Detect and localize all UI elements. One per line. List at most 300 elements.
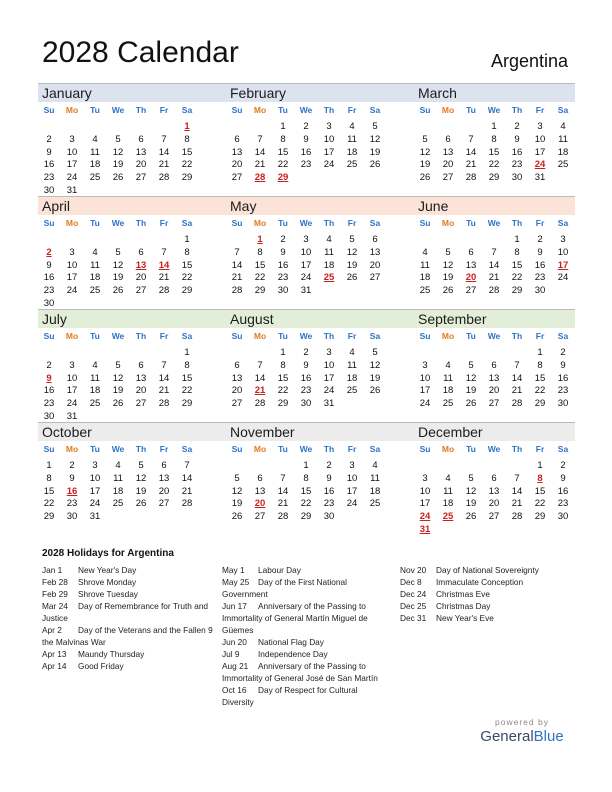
day-cell[interactable]: 16	[43, 159, 55, 171]
holiday-day[interactable]: 31	[419, 524, 431, 535]
day-cell[interactable]: 23	[557, 385, 569, 397]
day-cell[interactable]: 12	[231, 485, 243, 497]
day-cell[interactable]: 29	[511, 285, 523, 297]
day-cell[interactable]: 9	[303, 359, 309, 371]
day-cell[interactable]: 6	[491, 472, 497, 484]
day-cell[interactable]: 2	[280, 234, 286, 245]
day-cell[interactable]: 3	[560, 234, 566, 245]
day-cell[interactable]: 26	[442, 285, 454, 297]
day-cell[interactable]: 5	[372, 347, 378, 358]
day-cell[interactable]: 19	[231, 498, 243, 510]
day-cell[interactable]: 7	[514, 359, 520, 371]
day-cell[interactable]: 27	[442, 172, 454, 184]
day-cell[interactable]: 17	[66, 272, 78, 284]
day-cell[interactable]: 27	[465, 285, 477, 297]
day-cell[interactable]: 31	[66, 185, 78, 196]
day-cell[interactable]: 26	[369, 385, 381, 397]
day-cell[interactable]: 20	[231, 159, 243, 171]
day-cell[interactable]: 21	[511, 498, 523, 510]
day-cell[interactable]: 9	[560, 359, 566, 371]
day-cell[interactable]: 25	[89, 285, 101, 297]
holiday-day[interactable]: 28	[254, 172, 266, 184]
day-cell[interactable]: 24	[89, 498, 101, 510]
day-cell[interactable]: 2	[326, 460, 332, 471]
day-cell[interactable]: 11	[370, 472, 380, 484]
day-cell[interactable]: 18	[442, 498, 454, 510]
day-cell[interactable]: 26	[369, 159, 381, 171]
day-cell[interactable]: 11	[113, 472, 123, 484]
day-cell[interactable]: 5	[422, 133, 428, 145]
day-cell[interactable]: 8	[280, 133, 286, 145]
day-cell[interactable]: 19	[442, 272, 454, 284]
day-cell[interactable]: 12	[135, 472, 147, 484]
day-cell[interactable]: 11	[90, 259, 100, 271]
day-cell[interactable]: 4	[372, 460, 378, 471]
day-cell[interactable]: 26	[419, 172, 431, 184]
day-cell[interactable]: 1	[184, 234, 190, 245]
day-cell[interactable]: 7	[161, 133, 167, 145]
holiday-day[interactable]: 17	[557, 259, 569, 271]
day-cell[interactable]: 27	[135, 285, 147, 297]
day-cell[interactable]: 21	[158, 272, 170, 284]
day-cell[interactable]: 9	[280, 246, 286, 258]
day-cell[interactable]: 15	[277, 146, 289, 158]
day-cell[interactable]: 15	[181, 146, 193, 158]
day-cell[interactable]: 12	[112, 372, 124, 384]
day-cell[interactable]: 4	[349, 347, 355, 358]
day-cell[interactable]: 6	[138, 359, 144, 371]
day-cell[interactable]: 20	[135, 159, 147, 171]
day-cell[interactable]: 16	[557, 372, 569, 384]
day-cell[interactable]: 10	[557, 246, 569, 258]
day-cell[interactable]: 28	[511, 398, 523, 410]
day-cell[interactable]: 19	[369, 146, 381, 158]
day-cell[interactable]: 9	[560, 472, 566, 484]
day-cell[interactable]: 1	[46, 460, 52, 471]
day-cell[interactable]: 8	[303, 472, 309, 484]
day-cell[interactable]: 23	[323, 498, 335, 510]
day-cell[interactable]: 7	[184, 460, 190, 471]
day-cell[interactable]: 27	[231, 398, 243, 410]
day-cell[interactable]: 30	[557, 511, 569, 523]
day-cell[interactable]: 8	[184, 133, 190, 145]
day-cell[interactable]: 13	[158, 472, 170, 484]
day-cell[interactable]: 3	[326, 347, 332, 358]
day-cell[interactable]: 1	[184, 347, 190, 358]
day-cell[interactable]: 2	[560, 347, 566, 358]
day-cell[interactable]: 22	[181, 385, 193, 397]
day-cell[interactable]: 28	[231, 285, 243, 297]
day-cell[interactable]: 10	[346, 472, 358, 484]
day-cell[interactable]: 26	[231, 511, 243, 523]
day-cell[interactable]: 23	[300, 159, 312, 171]
day-cell[interactable]: 19	[465, 385, 477, 397]
day-cell[interactable]: 7	[161, 359, 167, 371]
day-cell[interactable]: 3	[422, 359, 428, 371]
day-cell[interactable]: 26	[465, 398, 477, 410]
day-cell[interactable]: 8	[280, 359, 286, 371]
day-cell[interactable]: 15	[534, 485, 546, 497]
day-cell[interactable]: 4	[92, 246, 98, 258]
day-cell[interactable]: 28	[158, 398, 170, 410]
day-cell[interactable]: 8	[184, 359, 190, 371]
day-cell[interactable]: 10	[66, 259, 78, 271]
day-cell[interactable]: 17	[300, 259, 312, 271]
day-cell[interactable]: 30	[511, 172, 523, 184]
day-cell[interactable]: 17	[323, 372, 335, 384]
day-cell[interactable]: 27	[369, 272, 381, 284]
day-cell[interactable]: 4	[560, 121, 566, 132]
day-cell[interactable]: 12	[465, 372, 477, 384]
day-cell[interactable]: 23	[43, 172, 55, 184]
day-cell[interactable]: 1	[537, 460, 543, 471]
day-cell[interactable]: 17	[89, 485, 101, 497]
day-cell[interactable]: 10	[323, 133, 335, 145]
day-cell[interactable]: 14	[465, 146, 477, 158]
holiday-day[interactable]: 13	[135, 259, 147, 271]
day-cell[interactable]: 21	[277, 498, 289, 510]
day-cell[interactable]: 24	[419, 398, 431, 410]
day-cell[interactable]: 24	[300, 272, 312, 284]
day-cell[interactable]: 17	[66, 159, 78, 171]
day-cell[interactable]: 29	[254, 285, 266, 297]
day-cell[interactable]: 15	[300, 485, 312, 497]
day-cell[interactable]: 2	[69, 460, 75, 471]
day-cell[interactable]: 11	[90, 372, 100, 384]
day-cell[interactable]: 6	[234, 133, 240, 145]
day-cell[interactable]: 2	[46, 133, 52, 145]
day-cell[interactable]: 26	[346, 272, 358, 284]
day-cell[interactable]: 20	[442, 159, 454, 171]
holiday-day[interactable]: 14	[158, 259, 170, 271]
day-cell[interactable]: 21	[254, 159, 266, 171]
day-cell[interactable]: 19	[135, 485, 147, 497]
day-cell[interactable]: 8	[184, 246, 190, 258]
day-cell[interactable]: 28	[158, 172, 170, 184]
day-cell[interactable]: 30	[43, 298, 55, 309]
day-cell[interactable]: 30	[43, 411, 55, 422]
day-cell[interactable]: 7	[257, 133, 263, 145]
day-cell[interactable]: 5	[468, 359, 474, 371]
day-cell[interactable]: 25	[346, 385, 358, 397]
day-cell[interactable]: 18	[346, 146, 358, 158]
day-cell[interactable]: 22	[534, 498, 546, 510]
day-cell[interactable]: 16	[43, 385, 55, 397]
day-cell[interactable]: 21	[488, 272, 500, 284]
day-cell[interactable]: 13	[488, 485, 500, 497]
day-cell[interactable]: 7	[514, 472, 520, 484]
day-cell[interactable]: 29	[181, 285, 193, 297]
day-cell[interactable]: 31	[89, 511, 101, 523]
day-cell[interactable]: 23	[557, 498, 569, 510]
day-cell[interactable]: 3	[326, 121, 332, 132]
day-cell[interactable]: 13	[369, 246, 381, 258]
day-cell[interactable]: 2	[514, 121, 520, 132]
day-cell[interactable]: 19	[112, 385, 124, 397]
day-cell[interactable]: 3	[69, 359, 75, 371]
day-cell[interactable]: 30	[557, 398, 569, 410]
day-cell[interactable]: 12	[369, 133, 381, 145]
day-cell[interactable]: 2	[303, 347, 309, 358]
day-cell[interactable]: 11	[558, 133, 568, 145]
holiday-day[interactable]: 25	[442, 511, 454, 523]
day-cell[interactable]: 24	[323, 159, 335, 171]
day-cell[interactable]: 9	[514, 133, 520, 145]
day-cell[interactable]: 17	[419, 385, 431, 397]
day-cell[interactable]: 3	[69, 133, 75, 145]
day-cell[interactable]: 13	[465, 259, 477, 271]
day-cell[interactable]: 11	[420, 259, 430, 271]
day-cell[interactable]: 4	[326, 234, 332, 245]
day-cell[interactable]: 26	[112, 172, 124, 184]
day-cell[interactable]: 7	[468, 133, 474, 145]
day-cell[interactable]: 1	[280, 347, 286, 358]
holiday-day[interactable]: 8	[537, 472, 543, 484]
day-cell[interactable]: 12	[465, 485, 477, 497]
day-cell[interactable]: 13	[488, 372, 500, 384]
day-cell[interactable]: 9	[537, 246, 543, 258]
day-cell[interactable]: 5	[234, 472, 240, 484]
day-cell[interactable]: 28	[511, 511, 523, 523]
day-cell[interactable]: 1	[280, 121, 286, 132]
day-cell[interactable]: 16	[557, 485, 569, 497]
day-cell[interactable]: 29	[488, 172, 500, 184]
day-cell[interactable]: 4	[92, 133, 98, 145]
day-cell[interactable]: 1	[491, 121, 497, 132]
day-cell[interactable]: 13	[135, 146, 147, 158]
day-cell[interactable]: 14	[254, 372, 266, 384]
day-cell[interactable]: 26	[112, 398, 124, 410]
day-cell[interactable]: 22	[488, 159, 500, 171]
day-cell[interactable]: 17	[534, 146, 546, 158]
day-cell[interactable]: 7	[257, 359, 263, 371]
day-cell[interactable]: 22	[43, 498, 55, 510]
day-cell[interactable]: 6	[161, 460, 167, 471]
day-cell[interactable]: 23	[43, 398, 55, 410]
day-cell[interactable]: 24	[346, 498, 358, 510]
holiday-day[interactable]: 24	[534, 159, 546, 171]
day-cell[interactable]: 28	[158, 285, 170, 297]
day-cell[interactable]: 12	[112, 146, 124, 158]
day-cell[interactable]: 22	[254, 272, 266, 284]
holiday-day[interactable]: 16	[66, 485, 78, 497]
day-cell[interactable]: 18	[369, 485, 381, 497]
day-cell[interactable]: 2	[560, 460, 566, 471]
day-cell[interactable]: 23	[534, 272, 546, 284]
day-cell[interactable]: 13	[254, 485, 266, 497]
day-cell[interactable]: 31	[323, 398, 335, 410]
day-cell[interactable]: 25	[369, 498, 381, 510]
day-cell[interactable]: 5	[138, 460, 144, 471]
day-cell[interactable]: 27	[135, 398, 147, 410]
day-cell[interactable]: 20	[488, 498, 500, 510]
day-cell[interactable]: 2	[537, 234, 543, 245]
day-cell[interactable]: 9	[46, 146, 52, 158]
day-cell[interactable]: 27	[158, 498, 170, 510]
day-cell[interactable]: 14	[488, 259, 500, 271]
day-cell[interactable]: 18	[419, 272, 431, 284]
generalblue-logo[interactable]	[476, 717, 568, 745]
day-cell[interactable]: 9	[46, 259, 52, 271]
holiday-day[interactable]: 2	[46, 246, 52, 258]
day-cell[interactable]: 11	[90, 146, 100, 158]
day-cell[interactable]: 30	[43, 185, 55, 196]
day-cell[interactable]: 23	[66, 498, 78, 510]
day-cell[interactable]: 27	[231, 172, 243, 184]
day-cell[interactable]: 15	[254, 259, 266, 271]
day-cell[interactable]: 29	[43, 511, 55, 523]
day-cell[interactable]: 3	[92, 460, 98, 471]
day-cell[interactable]: 6	[257, 472, 263, 484]
day-cell[interactable]: 27	[488, 398, 500, 410]
day-cell[interactable]: 20	[158, 485, 170, 497]
day-cell[interactable]: 15	[534, 372, 546, 384]
day-cell[interactable]: 3	[349, 460, 355, 471]
day-cell[interactable]: 19	[112, 272, 124, 284]
day-cell[interactable]: 4	[92, 359, 98, 371]
day-cell[interactable]: 6	[468, 246, 474, 258]
day-cell[interactable]: 23	[277, 272, 289, 284]
day-cell[interactable]: 5	[445, 246, 451, 258]
day-cell[interactable]: 12	[419, 146, 431, 158]
day-cell[interactable]: 14	[277, 485, 289, 497]
day-cell[interactable]: 21	[158, 385, 170, 397]
day-cell[interactable]: 15	[511, 259, 523, 271]
day-cell[interactable]: 18	[557, 146, 569, 158]
day-cell[interactable]: 28	[181, 498, 193, 510]
day-cell[interactable]: 12	[442, 259, 454, 271]
day-cell[interactable]: 15	[488, 146, 500, 158]
day-cell[interactable]: 8	[514, 246, 520, 258]
day-cell[interactable]: 31	[66, 411, 78, 422]
holiday-day[interactable]: 9	[46, 372, 52, 384]
day-cell[interactable]: 14	[158, 372, 170, 384]
day-cell[interactable]: 8	[537, 359, 543, 371]
holiday-day[interactable]: 20	[465, 272, 477, 284]
day-cell[interactable]: 25	[419, 285, 431, 297]
day-cell[interactable]: 23	[300, 385, 312, 397]
day-cell[interactable]: 5	[115, 133, 121, 145]
day-cell[interactable]: 20	[488, 385, 500, 397]
day-cell[interactable]: 6	[445, 133, 451, 145]
day-cell[interactable]: 24	[66, 172, 78, 184]
day-cell[interactable]: 18	[89, 272, 101, 284]
day-cell[interactable]: 28	[277, 511, 289, 523]
day-cell[interactable]: 11	[347, 359, 357, 371]
day-cell[interactable]: 13	[442, 146, 454, 158]
day-cell[interactable]: 29	[534, 511, 546, 523]
day-cell[interactable]: 29	[181, 398, 193, 410]
day-cell[interactable]: 26	[465, 511, 477, 523]
day-cell[interactable]: 1	[537, 347, 543, 358]
day-cell[interactable]: 21	[465, 159, 477, 171]
day-cell[interactable]: 6	[234, 359, 240, 371]
day-cell[interactable]: 29	[277, 398, 289, 410]
day-cell[interactable]: 21	[231, 272, 243, 284]
day-cell[interactable]: 4	[115, 460, 121, 471]
day-cell[interactable]: 27	[135, 172, 147, 184]
day-cell[interactable]: 12	[369, 359, 381, 371]
holiday-day[interactable]: 25	[323, 272, 335, 284]
day-cell[interactable]: 25	[346, 159, 358, 171]
day-cell[interactable]: 28	[465, 172, 477, 184]
day-cell[interactable]: 10	[419, 372, 431, 384]
day-cell[interactable]: 31	[300, 285, 312, 297]
day-cell[interactable]: 14	[254, 146, 266, 158]
day-cell[interactable]: 19	[419, 159, 431, 171]
day-cell[interactable]: 10	[534, 133, 546, 145]
day-cell[interactable]: 1	[303, 460, 309, 471]
day-cell[interactable]: 14	[511, 372, 523, 384]
day-cell[interactable]: 2	[46, 359, 52, 371]
day-cell[interactable]: 19	[112, 159, 124, 171]
day-cell[interactable]: 29	[300, 511, 312, 523]
day-cell[interactable]: 15	[181, 372, 193, 384]
day-cell[interactable]: 18	[112, 485, 124, 497]
day-cell[interactable]: 8	[257, 246, 263, 258]
day-cell[interactable]: 24	[66, 398, 78, 410]
day-cell[interactable]: 13	[231, 146, 243, 158]
day-cell[interactable]: 18	[323, 259, 335, 271]
day-cell[interactable]: 25	[442, 398, 454, 410]
day-cell[interactable]: 24	[323, 385, 335, 397]
day-cell[interactable]: 15	[277, 372, 289, 384]
day-cell[interactable]: 11	[347, 133, 357, 145]
day-cell[interactable]: 16	[300, 372, 312, 384]
day-cell[interactable]: 11	[443, 372, 453, 384]
day-cell[interactable]: 24	[557, 272, 569, 284]
day-cell[interactable]: 4	[445, 472, 451, 484]
day-cell[interactable]: 8	[46, 472, 52, 484]
day-cell[interactable]: 16	[511, 146, 523, 158]
day-cell[interactable]: 6	[491, 359, 497, 371]
day-cell[interactable]: 30	[66, 511, 78, 523]
day-cell[interactable]: 23	[43, 285, 55, 297]
day-cell[interactable]: 5	[349, 234, 355, 245]
day-cell[interactable]: 16	[277, 259, 289, 271]
day-cell[interactable]: 14	[158, 146, 170, 158]
day-cell[interactable]: 26	[135, 498, 147, 510]
day-cell[interactable]: 10	[66, 372, 78, 384]
day-cell[interactable]: 16	[323, 485, 335, 497]
day-cell[interactable]: 6	[138, 246, 144, 258]
day-cell[interactable]: 19	[346, 259, 358, 271]
day-cell[interactable]: 10	[419, 485, 431, 497]
day-cell[interactable]: 6	[138, 133, 144, 145]
day-cell[interactable]: 22	[181, 159, 193, 171]
day-cell[interactable]: 9	[69, 472, 75, 484]
day-cell[interactable]: 10	[66, 146, 78, 158]
day-cell[interactable]: 22	[277, 385, 289, 397]
day-cell[interactable]: 17	[323, 146, 335, 158]
day-cell[interactable]: 22	[511, 272, 523, 284]
day-cell[interactable]: 3	[422, 472, 428, 484]
day-cell[interactable]: 19	[465, 498, 477, 510]
day-cell[interactable]: 8	[491, 133, 497, 145]
holiday-day[interactable]: 29	[277, 172, 289, 184]
day-cell[interactable]: 3	[537, 121, 543, 132]
day-cell[interactable]: 29	[181, 172, 193, 184]
day-cell[interactable]: 25	[557, 159, 569, 171]
day-cell[interactable]: 31	[534, 172, 546, 184]
day-cell[interactable]: 30	[300, 398, 312, 410]
day-cell[interactable]: 5	[115, 246, 121, 258]
day-cell[interactable]: 23	[511, 159, 523, 171]
day-cell[interactable]: 22	[181, 272, 193, 284]
holiday-day[interactable]: 24	[419, 511, 431, 523]
day-cell[interactable]: 15	[181, 259, 193, 271]
day-cell[interactable]: 10	[323, 359, 335, 371]
